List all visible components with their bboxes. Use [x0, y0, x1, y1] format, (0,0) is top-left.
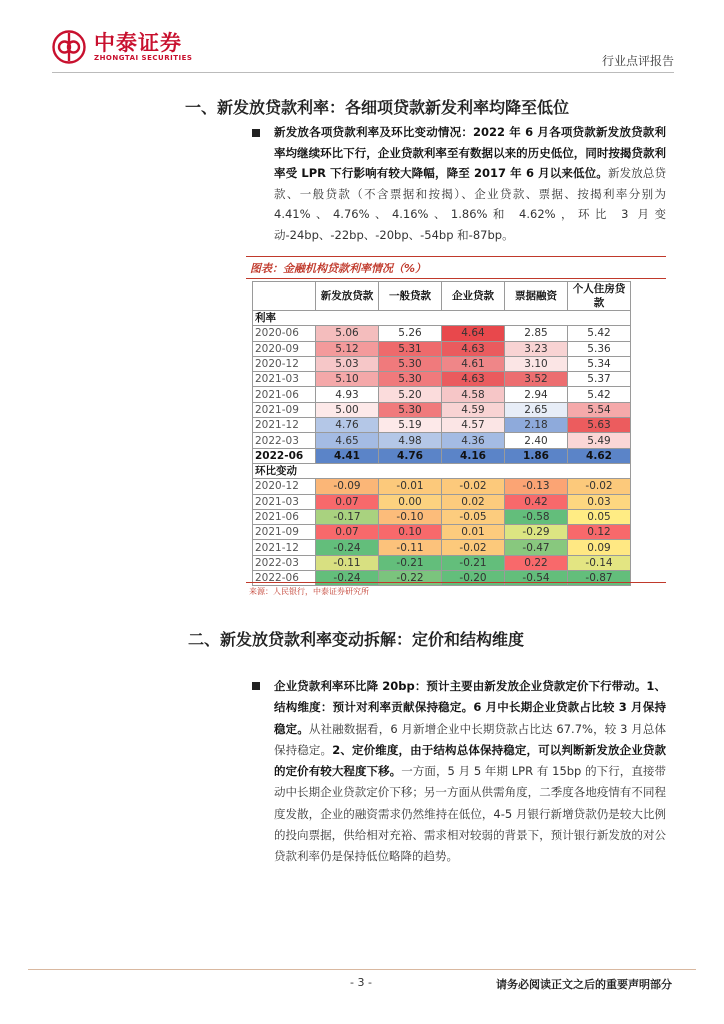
- table-cell: 4.76: [316, 418, 379, 433]
- table-cell: -0.02: [568, 479, 631, 494]
- figure-source: 来源：人民银行，中泰证券研究所: [249, 587, 369, 596]
- section-1-normal-text: 新发放总贷款、一般贷款（不含票据和按揭）、企业贷款、票据、按揭利率分别为 4.41%、4.76%、4.16%、1.86%和 4.62%，环比 3 月变动-24bp、-22bp、-20bp、-54bp 和-87bp。: [274, 166, 666, 242]
- table-cell: 5.30: [379, 356, 442, 371]
- table-cell: 0.02: [442, 494, 505, 509]
- table-row: [253, 509, 631, 524]
- table-cell: 4.76: [379, 448, 442, 463]
- table-cell: -0.11: [379, 540, 442, 555]
- table-cell: 0.22: [505, 555, 568, 570]
- table-cell: 0.07: [316, 494, 379, 509]
- section-2-bold-mid: 2、定价维度，由于结构总体保持稳定，可以判断新发放企业贷款的定价有较大程度下移。: [274, 742, 667, 779]
- column-header: [253, 282, 316, 311]
- section-1-paragraph: [274, 122, 666, 245]
- row-period: 2020-09: [253, 341, 316, 356]
- table-header-row: [253, 282, 631, 311]
- company-logo: [52, 30, 192, 64]
- table-section-row: [253, 463, 631, 478]
- table-cell: 4.64: [442, 326, 505, 341]
- row-period: 2021-03: [253, 494, 316, 509]
- table-cell: 5.20: [379, 387, 442, 402]
- table-cell: 5.00: [316, 402, 379, 417]
- table-cell: 4.98: [379, 433, 442, 448]
- table-section-label: 环比变动: [253, 463, 631, 478]
- table-cell: 0.10: [379, 525, 442, 540]
- table-row: [253, 494, 631, 509]
- table-cell: -0.09: [316, 479, 379, 494]
- table-cell: 4.63: [442, 372, 505, 387]
- table-section-row: [253, 311, 631, 326]
- table-cell: 5.30: [379, 372, 442, 387]
- table-cell: 5.37: [568, 372, 631, 387]
- table-row: [253, 372, 631, 387]
- table-cell: 0.01: [442, 525, 505, 540]
- table-row: [253, 387, 631, 402]
- figure-bottom-rule: [246, 582, 666, 583]
- table-cell: -0.10: [379, 509, 442, 524]
- table-cell: -0.01: [379, 479, 442, 494]
- table-cell: 3.52: [505, 372, 568, 387]
- table-row: [253, 571, 631, 586]
- table-cell: 4.59: [442, 402, 505, 417]
- table-row: [253, 448, 631, 463]
- row-period: 2020-06: [253, 326, 316, 341]
- table-cell: -0.54: [505, 571, 568, 586]
- header-divider: [52, 72, 674, 73]
- row-period: 2021-03: [253, 372, 316, 387]
- table-cell: 5.31: [379, 341, 442, 356]
- table-cell: 2.94: [505, 387, 568, 402]
- table-cell: 5.54: [568, 402, 631, 417]
- table-cell: 4.36: [442, 433, 505, 448]
- table-cell: -0.17: [316, 509, 379, 524]
- table-cell: -0.29: [505, 525, 568, 540]
- table-cell: 4.63: [442, 341, 505, 356]
- logo-chinese-name: 中泰证券: [94, 30, 182, 55]
- table-section-label: 利率: [253, 311, 631, 326]
- table-cell: 0.12: [568, 525, 631, 540]
- table-row: [253, 540, 631, 555]
- row-period: 2022-06: [253, 571, 316, 586]
- table-cell: 5.34: [568, 356, 631, 371]
- table-cell: -0.05: [442, 509, 505, 524]
- row-period: 2021-06: [253, 509, 316, 524]
- table-row: [253, 479, 631, 494]
- section-2-text-b: 一方面，5 月 5 年期 LPR 有 15bp 的下行，直接带动中长期企业贷款定价下移；另一方面从供需角度，二季度各地疫情有不同程度发散，企业的融资需求仍然维持在低位，4-5 月银行新增贷款仍是较大比例的投向票据，供给相对充裕、需求相对较弱的背景下，预计银行新发放的对公贷款利率仍是保持低位略降的趋势。: [274, 764, 666, 864]
- table-cell: 2.65: [505, 402, 568, 417]
- table-row: [253, 356, 631, 371]
- table-row: [253, 433, 631, 448]
- table-cell: 5.10: [316, 372, 379, 387]
- table-cell: 0.05: [568, 509, 631, 524]
- table-cell: 3.23: [505, 341, 568, 356]
- row-period: 2020-12: [253, 356, 316, 371]
- table-cell: 5.42: [568, 326, 631, 341]
- table-cell: -0.14: [568, 555, 631, 570]
- table-cell: -0.87: [568, 571, 631, 586]
- table-cell: 5.30: [379, 402, 442, 417]
- table-cell: 0.07: [316, 525, 379, 540]
- table-cell: -0.22: [379, 571, 442, 586]
- footer-disclaimer: 请务必阅读正文之后的重要声明部分: [496, 978, 672, 991]
- page-number: - 3 -: [350, 976, 372, 989]
- row-period: 2022-03: [253, 433, 316, 448]
- table-cell: 5.63: [568, 418, 631, 433]
- zhongtai-logo-icon: [52, 30, 86, 64]
- column-header: 一般贷款: [379, 282, 442, 311]
- column-header: 个人住房贷款: [568, 282, 631, 311]
- table-cell: 5.49: [568, 433, 631, 448]
- row-period: 2021-09: [253, 402, 316, 417]
- row-period: 2022-06: [253, 448, 316, 463]
- table-cell: 5.19: [379, 418, 442, 433]
- bullet-icon: [252, 682, 260, 690]
- table-cell: 2.85: [505, 326, 568, 341]
- column-header: 票据融资: [505, 282, 568, 311]
- table-cell: -0.24: [316, 540, 379, 555]
- figure-title-rule: [246, 278, 666, 279]
- table-cell: -0.20: [442, 571, 505, 586]
- section-1-title: 一、新发放贷款利率：各细项贷款新发利率均降至低位: [185, 98, 570, 117]
- table-cell: 4.61: [442, 356, 505, 371]
- section-1-bold-text: 新发放各项贷款利率及环比变动情况：2022 年 6 月各项贷款新发放贷款利率均继续环比下行，企业贷款利率至有数据以来的历史低位，同时按揭贷款利率受 LPR 下行影响有较大降幅，降至 2017 年 6 月以来低位。: [274, 125, 666, 180]
- table-cell: 4.41: [316, 448, 379, 463]
- section-2-title: 二、新发放贷款利率变动拆解：定价和结构维度: [188, 630, 525, 649]
- row-period: 2021-12: [253, 418, 316, 433]
- table-cell: 2.18: [505, 418, 568, 433]
- table-cell: 5.06: [316, 326, 379, 341]
- table-cell: -0.21: [379, 555, 442, 570]
- table-cell: -0.02: [442, 479, 505, 494]
- row-period: 2022-03: [253, 555, 316, 570]
- table-row: [253, 402, 631, 417]
- loan-rate-table: [252, 281, 631, 586]
- table-row: [253, 525, 631, 540]
- table-row: [253, 555, 631, 570]
- table-cell: 4.65: [316, 433, 379, 448]
- table-cell: 0.00: [379, 494, 442, 509]
- section-2-bold-lead: 企业贷款利率环比降 20bp：预计主要由新发放企业贷款定价下行带动。1、结构维度：预计对利率贡献保持稳定。6 月中长期企业贷款占比较 3 月保持稳定。: [274, 679, 666, 736]
- figure-top-rule: [246, 256, 666, 257]
- table-cell: -0.02: [442, 540, 505, 555]
- table-cell: -0.21: [442, 555, 505, 570]
- table-cell: -0.47: [505, 540, 568, 555]
- section-2-paragraph: [274, 676, 666, 868]
- table-cell: 4.58: [442, 387, 505, 402]
- table-row: [253, 326, 631, 341]
- table-cell: -0.24: [316, 571, 379, 586]
- table-cell: 4.62: [568, 448, 631, 463]
- row-period: 2021-12: [253, 540, 316, 555]
- table-cell: 5.36: [568, 341, 631, 356]
- table-row: [253, 418, 631, 433]
- table-cell: 5.26: [379, 326, 442, 341]
- table-row: [253, 341, 631, 356]
- section-2-text-a: 从社融数据看，6 月新增企业中长期贷款占比达 67.7%，较 3 月总体保持稳定。: [274, 721, 667, 757]
- table-cell: 5.03: [316, 356, 379, 371]
- column-header: 企业贷款: [442, 282, 505, 311]
- table-cell: -0.58: [505, 509, 568, 524]
- row-period: 2021-09: [253, 525, 316, 540]
- table-cell: -0.11: [316, 555, 379, 570]
- document-type: 行业点评报告: [601, 54, 674, 68]
- table-cell: 4.93: [316, 387, 379, 402]
- table-cell: 0.03: [568, 494, 631, 509]
- table-cell: 0.09: [568, 540, 631, 555]
- row-period: 2020-12: [253, 479, 316, 494]
- table-cell: 4.57: [442, 418, 505, 433]
- logo-english-name: ZHONGTAI SECURITIES: [94, 53, 193, 62]
- table-cell: -0.13: [505, 479, 568, 494]
- figure-title: 图表：金融机构贷款利率情况（%）: [250, 262, 427, 275]
- row-period: 2021-06: [253, 387, 316, 402]
- table-cell: 2.40: [505, 433, 568, 448]
- table-cell: 5.12: [316, 341, 379, 356]
- table-cell: 3.10: [505, 356, 568, 371]
- table-cell: 4.16: [442, 448, 505, 463]
- table-cell: 5.42: [568, 387, 631, 402]
- bullet-icon: [252, 129, 260, 137]
- table-cell: 1.86: [505, 448, 568, 463]
- table-cell: 0.42: [505, 494, 568, 509]
- column-header: 新发放贷款: [316, 282, 379, 311]
- footer-divider: [28, 969, 696, 970]
